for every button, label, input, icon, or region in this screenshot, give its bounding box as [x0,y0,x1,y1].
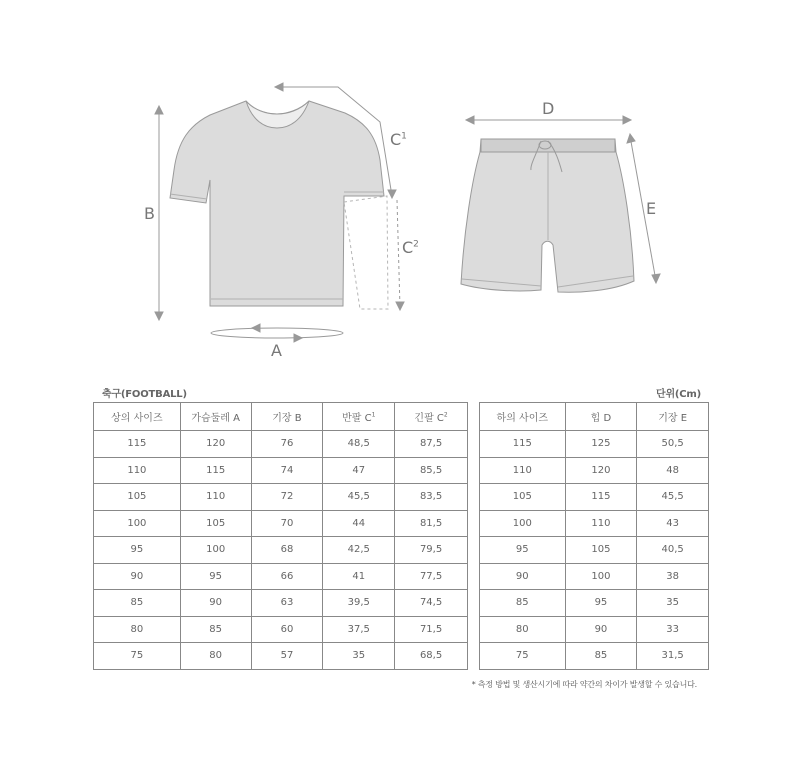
top-table-cell: 44 [323,510,395,537]
top-table-cell: 85,5 [395,457,468,484]
bottom-table-row [480,563,709,590]
measurement-note: * 측정 방법 및 생산시기에 따라 약간의 차이가 발생할 수 있습니다. [471,680,697,689]
top-table-header [94,403,468,431]
bottom-table-header [480,403,709,431]
top-table-cell: 95 [94,537,181,564]
top-table-cell: 74 [251,457,323,484]
bottom-table-row [480,431,709,458]
bottom-table-body [480,431,709,670]
label-c2: $C^2$ [402,238,419,257]
top-table-cell: 42,5 [323,537,395,564]
top-table-cell: 79,5 [395,537,468,564]
top-table-cell: 41 [323,563,395,590]
bottom-table-row [480,537,709,564]
bottom-table-cell: 115 [565,484,637,511]
top-table-row [94,537,468,564]
bottom-table-cell: 95 [480,537,566,564]
bottom-table-cell: 95 [565,590,637,617]
label-e: E [646,199,657,218]
bottom-table-cell: 105 [480,484,566,511]
bottom-table-row [480,510,709,537]
top-table-cell: 85 [180,616,251,643]
bottom-table-cell: 35 [637,590,709,617]
label-b: B [144,204,155,223]
top-table-cell: 77,5 [395,563,468,590]
top-table-cell: 115 [180,457,251,484]
top-table-row [94,431,468,458]
bottom-table-cell: 120 [565,457,637,484]
top-table-row [94,643,468,670]
dimension-b-arrow [155,106,163,320]
bottom-table-row [480,643,709,670]
top-table-cell: 72 [251,484,323,511]
bottom-header-cell: 하의 사이즈 [480,403,566,431]
top-header-cell: 반팔 $C^1$ [323,403,395,431]
top-table-cell: 81,5 [395,510,468,537]
bottom-table-cell: 80 [480,616,566,643]
top-table-cell: 60 [251,616,323,643]
bottom-table-cell: 100 [480,510,566,537]
top-table-row [94,484,468,511]
top-table-cell: 95 [180,563,251,590]
unit-caption: 단위(Cm) [656,389,702,400]
top-header-cell: 기장 B [251,403,323,431]
top-table-cell: 120 [180,431,251,458]
top-table-cell: 100 [94,510,181,537]
top-table-cell: 90 [94,563,181,590]
bottom-table-row [480,616,709,643]
top-table-cell: 70 [251,510,323,537]
bottom-table-cell: 75 [480,643,566,670]
bottom-header-cell: 힙 D [565,403,637,431]
bottom-size-table [479,402,709,670]
top-size-table [93,402,468,670]
dimension-a-arrow [211,324,343,342]
top-header-cell: 가슴둘레 A [180,403,251,431]
bottom-table-cell: 50,5 [637,431,709,458]
label-d: D [542,99,555,118]
bottom-table-cell: 48 [637,457,709,484]
top-table-cell: 68,5 [395,643,468,670]
top-table-cell: 83,5 [395,484,468,511]
label-a: A [271,341,282,360]
top-table-cell: 100 [180,537,251,564]
top-table-cell: 76 [251,431,323,458]
bottom-table-cell: 105 [565,537,637,564]
bottom-table-row [480,590,709,617]
bottom-table-cell: 43 [637,510,709,537]
top-table-row [94,510,468,537]
bottom-table-cell: 110 [565,510,637,537]
bottom-table-row [480,484,709,511]
top-table-cell: 85 [94,590,181,617]
top-header-cell: 상의 사이즈 [94,403,181,431]
bottom-table-cell: 33 [637,616,709,643]
shorts-illustration [461,139,634,292]
bottom-table-cell: 40,5 [637,537,709,564]
bottom-table-cell: 90 [565,616,637,643]
top-table-cell: 39,5 [323,590,395,617]
bottom-table-cell: 110 [480,457,566,484]
top-table-cell: 45,5 [323,484,395,511]
top-table-cell: 48,5 [323,431,395,458]
top-table-cell: 75 [94,643,181,670]
top-table-cell: 80 [180,643,251,670]
top-table-cell: 87,5 [395,431,468,458]
garment-diagram [0,0,801,370]
top-table-row [94,457,468,484]
top-table-cell: 57 [251,643,323,670]
top-table-cell: 66 [251,563,323,590]
bottom-table-cell: 90 [480,563,566,590]
bottom-table-cell: 85 [480,590,566,617]
top-table-cell: 37,5 [323,616,395,643]
bottom-table-cell: 125 [565,431,637,458]
top-table-row [94,590,468,617]
bottom-table-row [480,457,709,484]
top-table-cell: 80 [94,616,181,643]
bottom-header-cell: 기장 E [637,403,709,431]
bottom-table-cell: 115 [480,431,566,458]
bottom-table-cell: 38 [637,563,709,590]
bottom-table-cell: 31,5 [637,643,709,670]
top-table-cell: 71,5 [395,616,468,643]
tshirt-illustration [170,101,388,309]
top-table-cell: 115 [94,431,181,458]
label-c1: $C^1$ [390,130,407,149]
top-table-cell: 74,5 [395,590,468,617]
top-header-cell: 긴팔 $C^2$ [395,403,468,431]
top-table-cell: 63 [251,590,323,617]
top-table-row [94,563,468,590]
bottom-table-cell: 100 [565,563,637,590]
top-table-body [94,431,468,670]
top-table-cell: 105 [94,484,181,511]
top-table-row [94,616,468,643]
top-table-cell: 47 [323,457,395,484]
top-table-cell: 105 [180,510,251,537]
bottom-table-cell: 85 [565,643,637,670]
bottom-table-cell: 45,5 [637,484,709,511]
top-table-cell: 90 [180,590,251,617]
top-table-cell: 110 [180,484,251,511]
top-table-cell: 35 [323,643,395,670]
top-table-cell: 68 [251,537,323,564]
product-caption: 축구(FOOTBALL) [102,389,187,400]
top-table-cell: 110 [94,457,181,484]
